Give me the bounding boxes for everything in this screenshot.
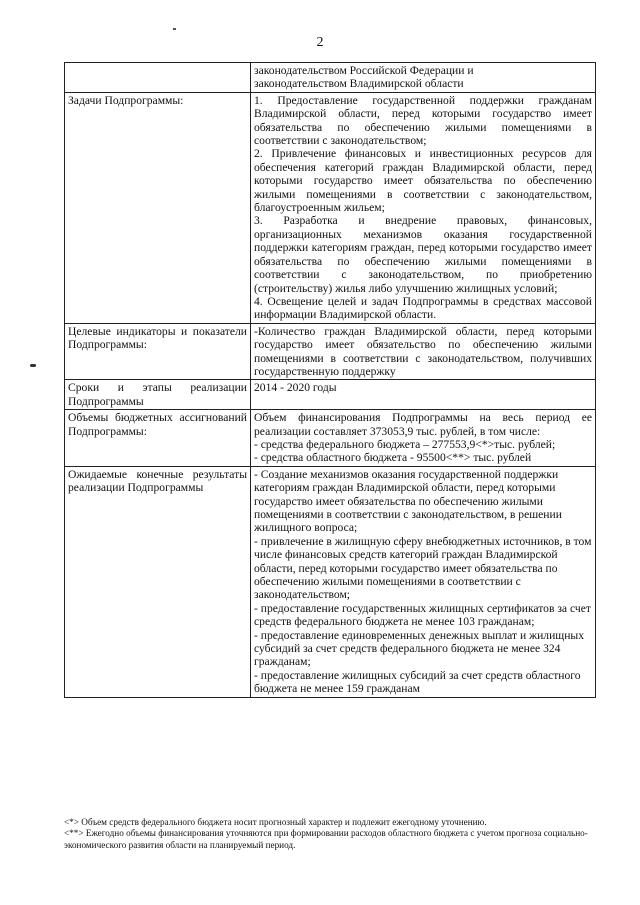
scan-mark <box>30 364 36 367</box>
row-content: -Количество граждан Владимирской области, перед которыми государство имеет обязательство по обеспечению жилыми помещениями в соответствии с законодательством, получивших государственную поддержку <box>251 323 596 380</box>
row-label: Сроки и этапы реализации Подпрограммы <box>65 380 251 410</box>
row-content: законодательством Российской Федерации и законодательством Владимирской области <box>251 63 596 93</box>
row-content: 2014 - 2020 годы <box>251 380 596 410</box>
footnotes <box>64 817 596 851</box>
row-label <box>65 63 251 93</box>
row-content: Объем финансирования Подпрограммы на весь период ее реализации составляет 373053,9 тыс. рублей, в том числе: - средства федерального бюджета – 277553,9<*>тыс. рублей; - средства областного бюджета - 95500<**> тыс. рублей <box>251 410 596 467</box>
row-content: 1. Предоставление государственной поддержки гражданам Владимирской области, перед которыми государство имеет обязательства по обеспечению жилыми помещениями в соответствии с законодательством; 2. Привлечение финансовых и инвестиционных ресурсов для обеспечения категорий граждан Владимирской области, перед которыми государство имеет обязательства по обеспечению жилыми помещениями в соответствии с законодательством, благоустроенным жильем; 3. Разработка и внедрение правовых, финансовых, организационных механизмов оказания государственной поддержки категориям граждан, перед которыми государство имеет обязательства по обеспечению жилыми помещениями в соответствии с законодательством, по приобретению (строительству) жилья либо улучшению жилищных условий; 4. Освещение целей и задач Подпрограммы в средствах массовой информации Владимирской области. <box>251 92 596 323</box>
row-content: - Создание механизмов оказания государственной поддержки категориям граждан Владимирской области, перед которыми государство имеет обязательства по обеспечению жилыми помещениями в соответствии с законодательством, в решении жилищного вопроса; - привлечение в жилищную сферу внебюджетных источников, в том числе финансовых средств категорий граждан Владимирской области, перед которыми государство имеет обязательства по обеспечению жилыми помещениями в соответствии с законодательством; - предоставление государственных жилищных сертификатов за счет средств федерального бюджета не менее 103 гражданам; - предоставление единовременных денежных выплат и жилищных субсидий за счет средств федерального бюджета не менее 324 гражданам; - предоставление жилищных субсидий за счет средств областного бюджета не менее 159 гражданам <box>251 466 596 697</box>
table-row <box>65 380 596 410</box>
row-label: Объемы бюджетных ассигнований Подпрограммы: <box>65 410 251 467</box>
table-row <box>65 410 596 467</box>
footnote-federal: <*> Объем средств федерального бюджета носит прогнозный характер и подлежит ежегодному уточнению. <box>64 817 487 827</box>
row-label: Ожидаемые конечные результаты реализации Подпрограммы <box>65 466 251 697</box>
footnote-regional: <**> Ежегодно объемы финансирования уточняются при формировании расходов областного бюджета с учетом прогноза социально-экономического развития области на планируемый период. <box>64 828 588 850</box>
table-row <box>65 63 596 93</box>
row-label: Задачи Подпрограммы: <box>65 92 251 323</box>
program-passport-table <box>64 62 596 698</box>
table-row <box>65 92 596 323</box>
table-row <box>65 466 596 697</box>
page-number: 2 <box>316 35 324 50</box>
table-row <box>65 323 596 380</box>
row-label: Целевые индикаторы и показатели Подпрограммы: <box>65 323 251 380</box>
scan-speck <box>173 28 176 30</box>
